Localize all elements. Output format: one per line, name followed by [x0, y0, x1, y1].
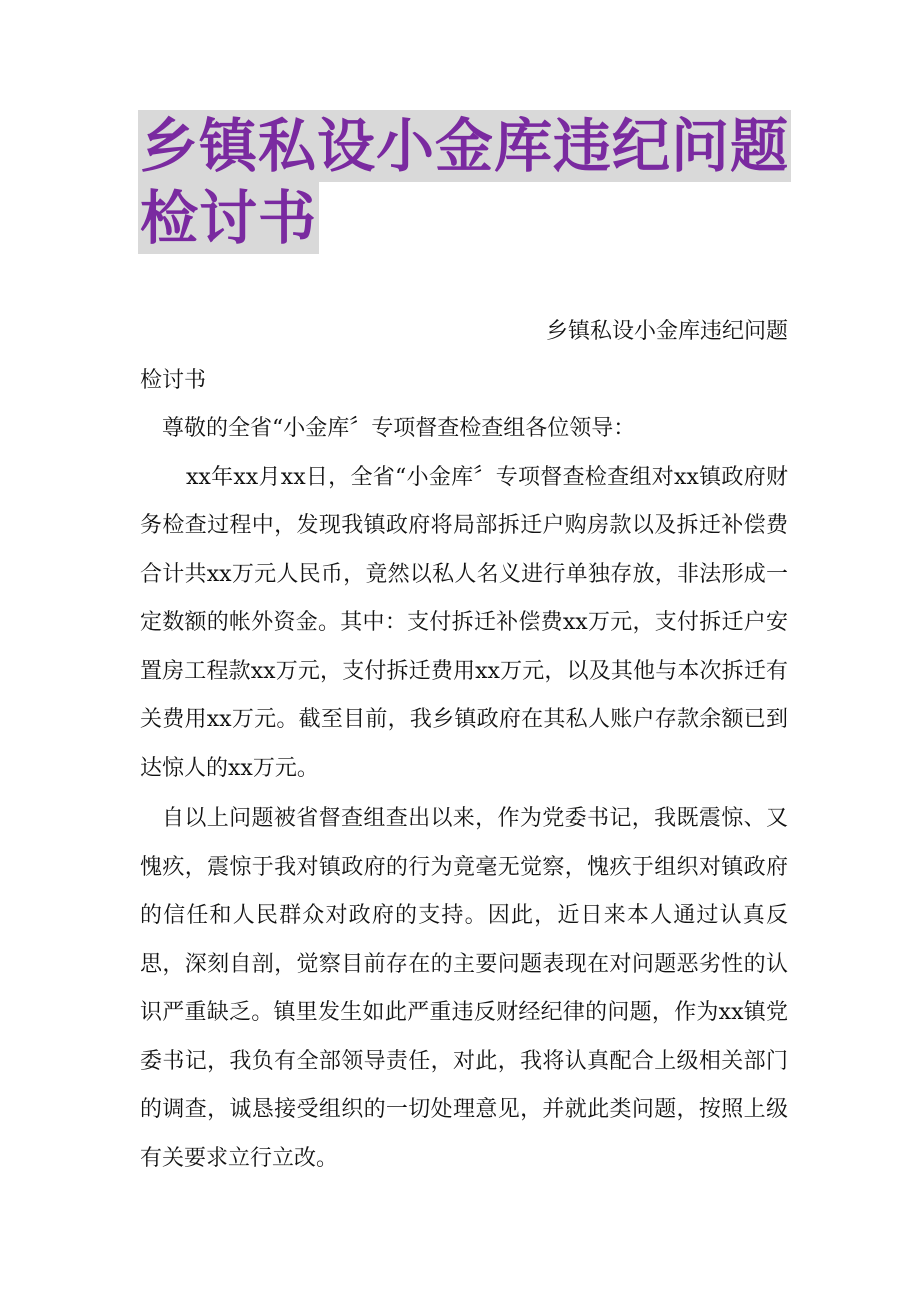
salutation: 尊敬的全省“小金库〞专项督查检查组各位领导：	[162, 416, 636, 441]
paragraph-1: xx年xx月xx日，全省“小金库〞专项督查检查组对xx镇政府财务检查过程中，发现我镇政府将局部拆迁户购房款以及拆迁补偿费合计共xx万元人民币，竟然以私人名义进行单独存放，非法形成一定数额的帐外资金。其中：支付拆迁补偿费xx万元，支付拆迁户安置房工程款xx万元，支付拆迁费用xx万元，以及其他与本次拆迁有关费用xx万元。截至目前，我乡镇政府在其私人账户存款余额已到达惊人的xx万元。	[140, 464, 788, 781]
document-body	[140, 308, 788, 1183]
title-line-2: 检讨书	[140, 184, 318, 252]
title-line-1: 乡镇私设小金库违纪问题	[140, 112, 790, 180]
document-title	[138, 110, 788, 254]
subtitle-line-1: 乡镇私设小金库违纪问题	[545, 319, 788, 344]
subtitle-line-2: 检讨书	[140, 367, 207, 393]
paragraph-2: 自以上问题被省督查组查出以来，作为党委书记，我既震惊、又愧疚，震惊于我对镇政府的行为竟毫无觉察，愧疚于组织对镇政府的信任和人民群众对政府的支持。因此，近日来本人通过认真反思，深刻自剖，觉察目前存在的主要问题表现在对问题恶劣性的认识严重缺乏。镇里发生如此严重违反财经纪律的问题，作为xx镇党委书记，我负有全部领导责任，对此，我将认真配合上级相关部门的调查，诚恳接受组织的一切处理意见，并就此类问题，按照上级有关要求立行立改。	[140, 806, 788, 1171]
